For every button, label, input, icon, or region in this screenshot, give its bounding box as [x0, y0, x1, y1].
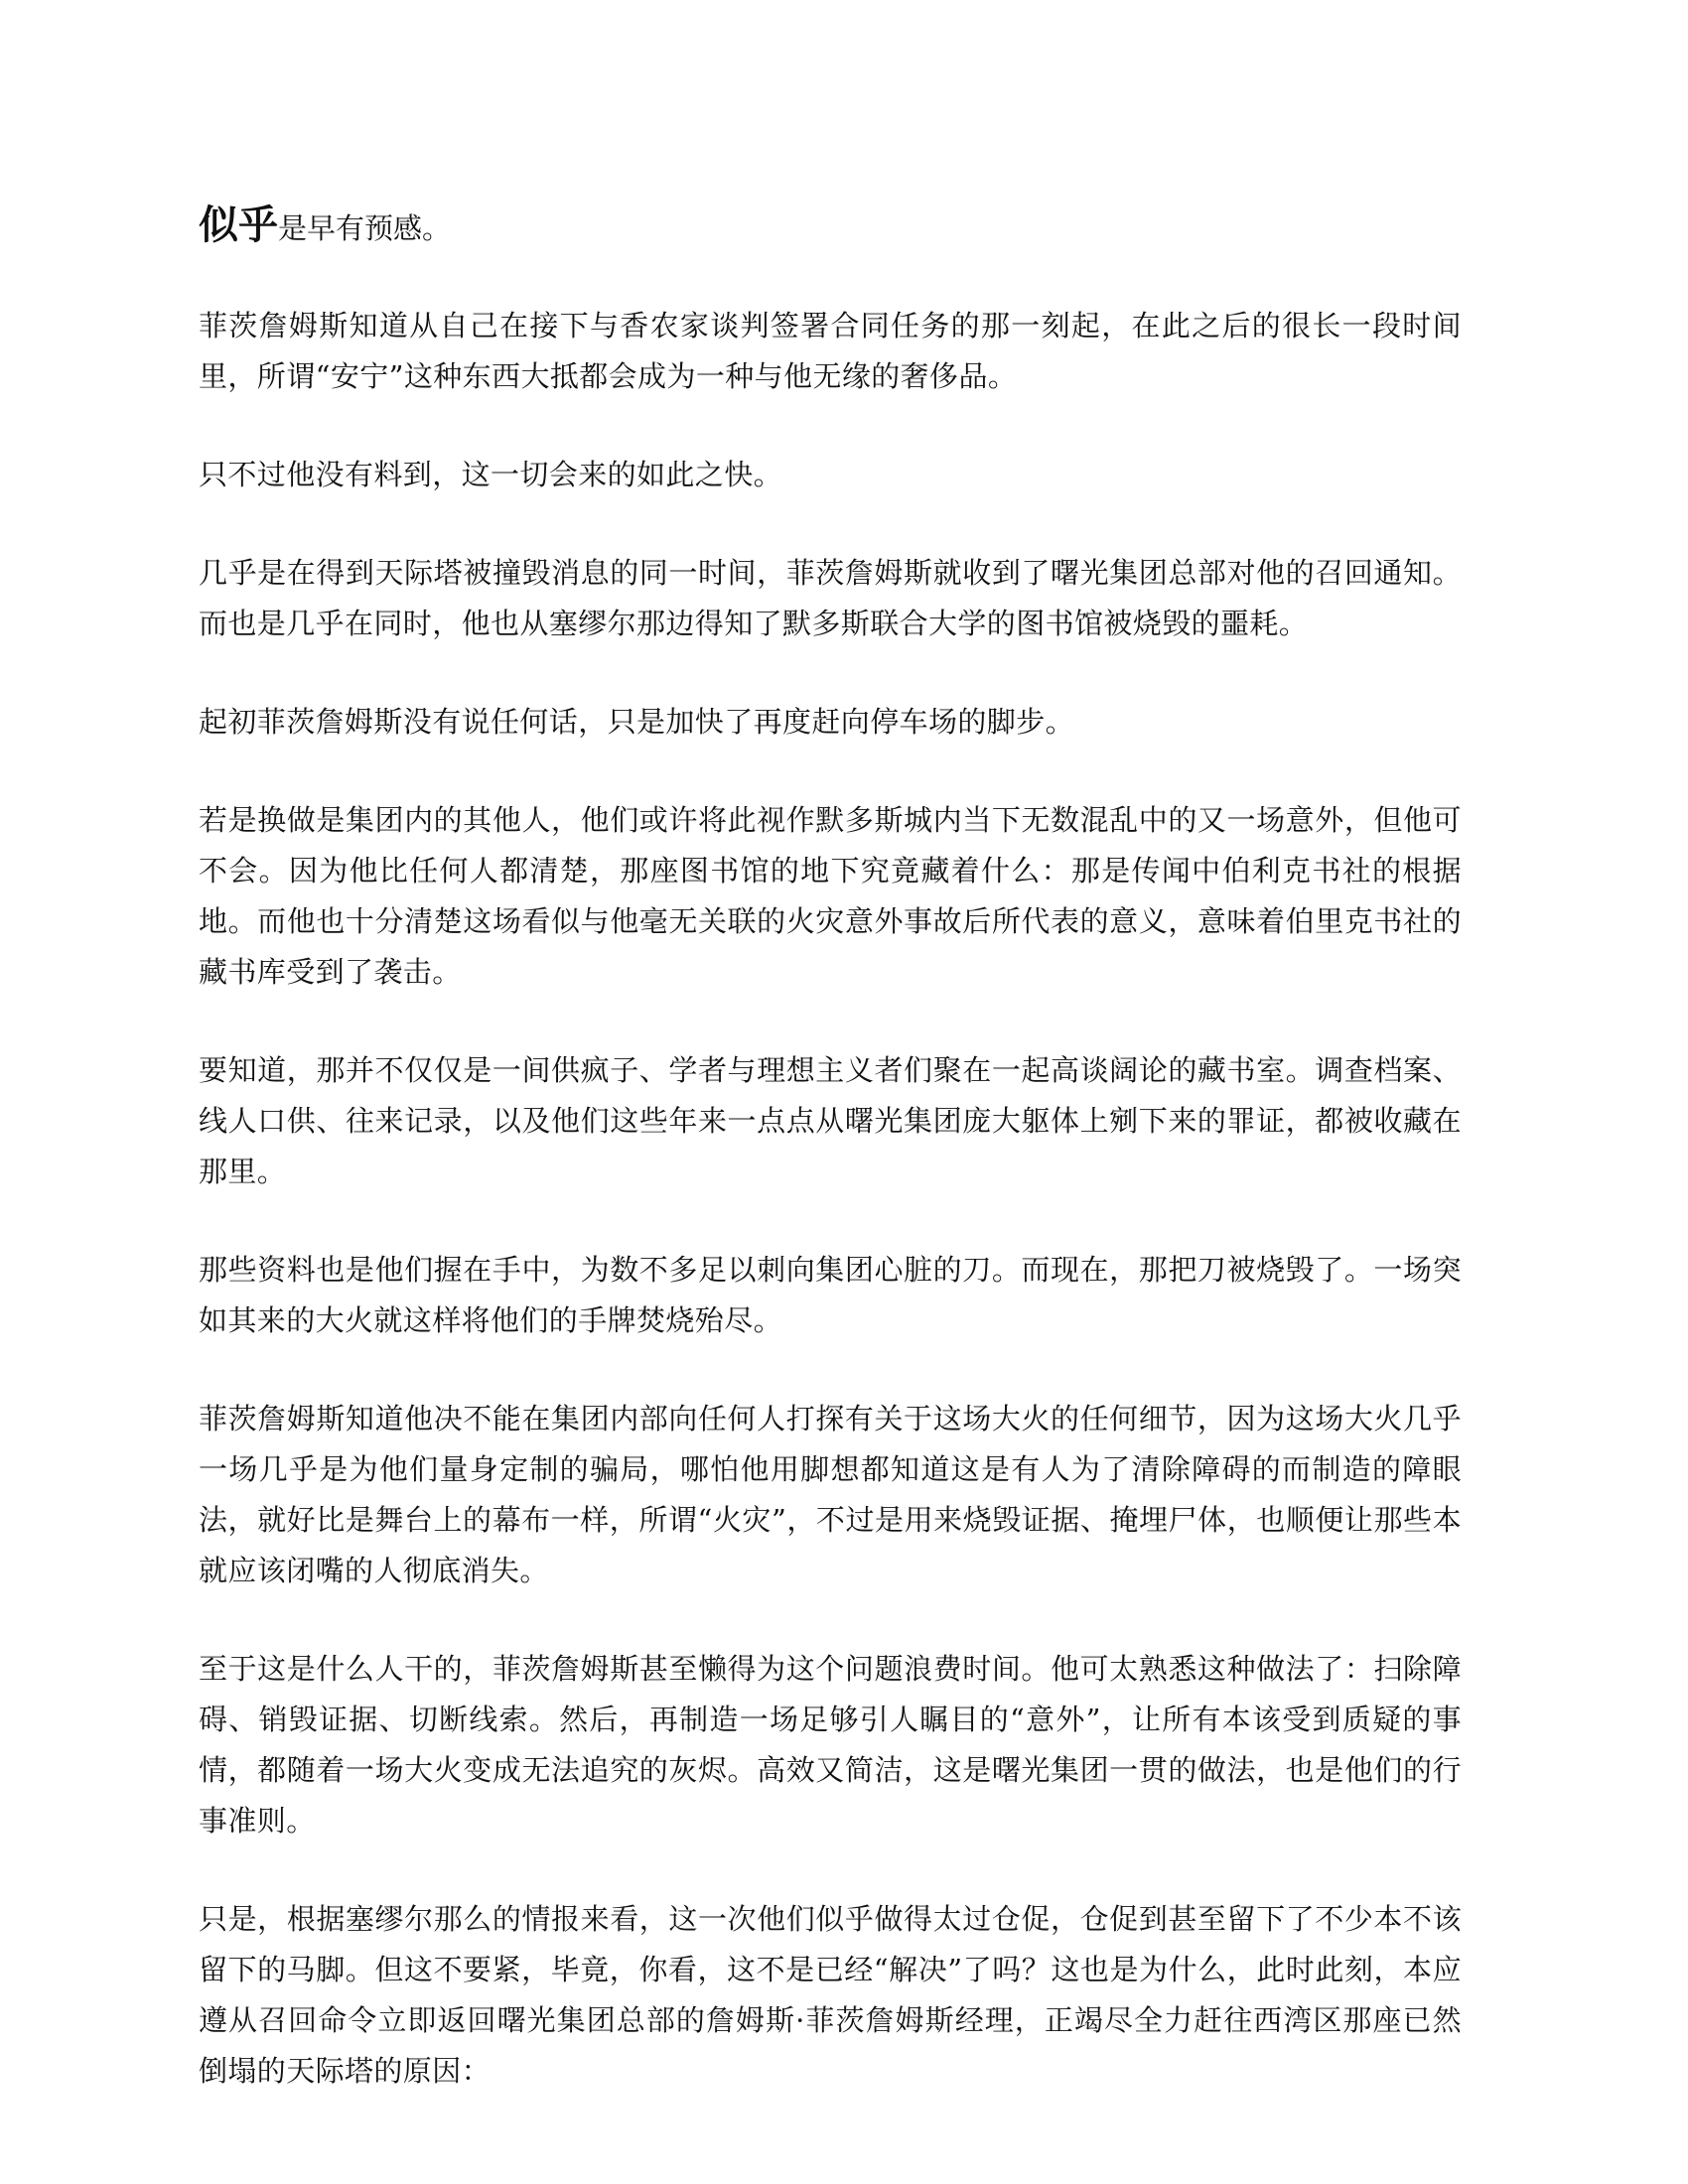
paragraph-5: 若是换做是集团内的其他人，他们或许将此视作默多斯城内当下无数混乱中的又一场意外，但他可不会。因为他比任何人都清楚，那座图书馆的地下究竟藏着什么：那是传闻中伯利克书社的根据地。而他也十分清楚这场看似与他毫无关联的火灾意外事故后所代表的意义，意味着伯里克书社的藏书库受到了袭击。	[199, 803, 1462, 989]
opening-line	[199, 199, 1462, 255]
opening-text: 是早有预感。	[278, 211, 452, 245]
paragraph-6: 要知道，那并不仅仅是一间供疯子、学者与理想主义者们聚在一起高谈阔论的藏书室。调查档案、线人口供、往来记录，以及他们这些年来一点点从曙光集团庞大躯体上剜下来的罪证，都被收藏在那里。	[199, 1053, 1462, 1188]
paragraph-3: 几乎是在得到天际塔被撞毁消息的同一时间，菲茨詹姆斯就收到了曙光集团总部对他的召回通知。而也是几乎在同时，他也从塞缪尔那边得知了默多斯联合大学的图书馆被烧毁的噩耗。	[199, 556, 1462, 640]
paragraph-8: 菲茨詹姆斯知道他决不能在集团内部向任何人打探有关于这场大火的任何细节，因为这场大火几乎一场几乎是为他们量身定制的骗局，哪怕他用脚想都知道这是有人为了清除障碍的而制造的障眼法，就好比是舞台上的幕布一样，所谓“火灾”，不过是用来烧毁证据、掩埋尸体，也顺便让那些本就应该闭嘴的人彻底消失。	[199, 1402, 1462, 1587]
paragraph-1: 菲茨詹姆斯知道从自己在接下与香农家谈判签署合同任务的那一刻起，在此之后的很长一段时间里，所谓“安宁”这种东西大抵都会成为一种与他无缘的奢侈品。	[199, 309, 1462, 393]
paragraph-10: 只是，根据塞缪尔那么的情报来看，这一次他们似乎做得太过仓促，仓促到甚至留下了不少本不该留下的马脚。但这不要紧，毕竟，你看，这不是已经“解决”了吗？这也是为什么，此时此刻，本应遵从召回命令立即返回曙光集团总部的詹姆斯·菲茨詹姆斯经理，正竭尽全力赶往西湾区那座已然倒塌的天际塔的原因：	[199, 1902, 1462, 2088]
paragraph-2: 只不过他没有料到，这一切会来的如此之快。	[199, 458, 783, 491]
drop-cap-lead: 似乎	[199, 202, 278, 248]
document-page	[199, 199, 1462, 2144]
paragraph-9: 至于这是什么人干的，菲茨詹姆斯甚至懒得为这个问题浪费时间。他可太熟悉这种做法了：扫除障碍、销毁证据、切断线索。然后，再制造一场足够引人瞩目的“意外”，让所有本该受到质疑的事情，都随着一场大火变成无法追究的灰烬。高效又简洁，这是曙光集团一贯的做法，也是他们的行事准则。	[199, 1652, 1462, 1838]
paragraph-7: 那些资料也是他们握在手中，为数不多足以刺向集团心脏的刀。而现在，那把刀被烧毁了。一场突如其来的大火就这样将他们的手牌焚烧殆尽。	[199, 1253, 1462, 1337]
paragraph-4: 起初菲茨詹姆斯没有说任何话，只是加快了再度赶向停车场的脚步。	[199, 705, 1075, 739]
